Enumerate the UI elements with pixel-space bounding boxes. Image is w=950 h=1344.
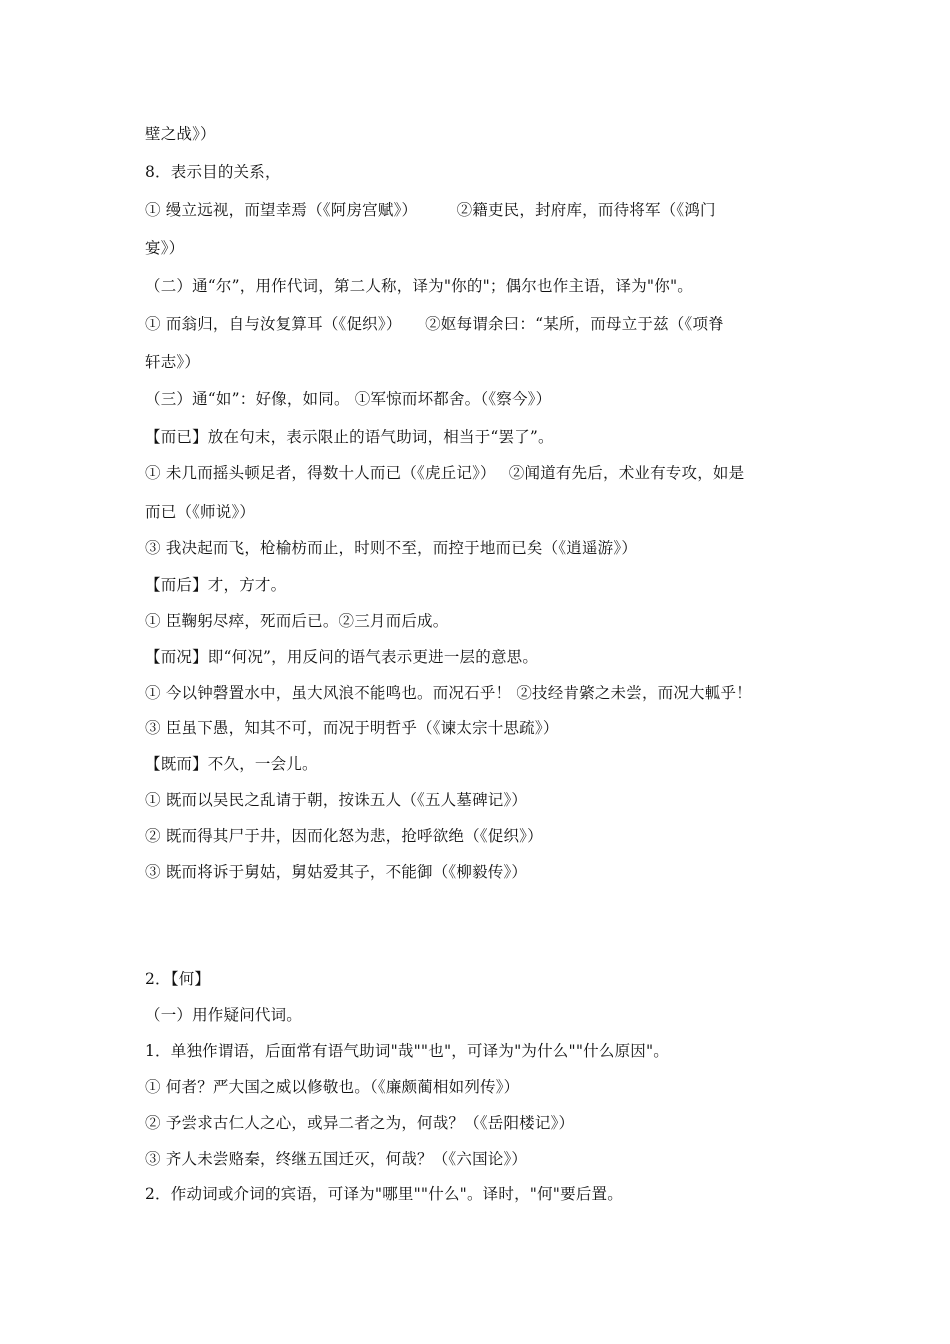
text-line: ③ 我决起而飞，枪榆枋而止，时则不至，而控于地而已矣（《逍遥游》） <box>145 539 638 557</box>
text-line: 2．作动词或介词的宾语，可译为"哪里""什么"。译时，"何"要后置。 <box>145 1185 623 1203</box>
text-line: ② 予尝求古仁人之心，或异二者之为，何哉？（《岳阳楼记》） <box>145 1114 575 1132</box>
text-line: （三）通“如”：好像，如同。 ①军惊而坏都舍。（《察今》） <box>145 390 552 408</box>
text-line: ② 既而得其尸于井，因而化怒为悲，抢呼欲绝（《促织》） <box>145 827 543 845</box>
heading-er-kuang: 【而况】即“何况”，用反问的语气表示更进一层的意思。 <box>145 648 539 666</box>
heading-er-yi: 【而已】放在句末，表示限止的语气助词，相当于“罢了”。 <box>145 428 554 446</box>
text-line: ① 而翁归，自与汝复算耳（《促织》） ②妪每谓余曰：“某所，而母立于兹（《项脊 <box>145 315 724 333</box>
text-line: 壁之战》） <box>145 125 216 143</box>
text-line: 1．单独作谓语，后面常有语气助词"哉""也"，可译为"为什么""什么原因"。 <box>145 1042 669 1060</box>
text-line: （二）通“尔”，用作代词，第二人称，译为"你的"；偶尔也作主语，译为"你"。 <box>145 277 693 295</box>
text-line: ① 既而以吴民之乱请于朝，按诛五人（《五人墓碑记》） <box>145 791 528 809</box>
section-heading-he: 2．【何】 <box>145 970 211 988</box>
text-line: ③ 既而将诉于舅姑，舅姑爱其子，不能御（《柳毅传》） <box>145 863 528 881</box>
text-line: ① 今以钟磬置水中，虽大风浪不能鸣也。而况石乎！ ②技经肯綮之未尝，而况大軱乎！ <box>145 684 752 702</box>
text-line: 轩志》） <box>145 353 201 371</box>
text-line: ③ 臣虽下愚，知其不可，而况于明哲乎（《谏太宗十思疏》） <box>145 719 559 737</box>
heading-er-hou: 【而后】才，方才。 <box>145 576 287 594</box>
text-line: ① 未几而摇头顿足者，得数十人而已（《虎丘记》） ②闻道有先后，术业有专攻，如是 <box>145 464 745 482</box>
text-line: （一）用作疑问代词。 <box>145 1006 303 1024</box>
text-line: ③ 齐人未尝赂秦，终继五国迁灭，何哉？（《六国论》） <box>145 1150 528 1168</box>
text-line: ① 臣鞠躬尽瘁，死而后已。②三月而后成。 <box>145 612 449 630</box>
text-line: 宴》） <box>145 239 185 257</box>
heading-ji-er: 【既而】不久，一会儿。 <box>145 755 318 773</box>
text-line: 而已（《师说》） <box>145 503 256 521</box>
text-line: ① 何者？严大国之威以修敬也。（《廉颇蔺相如列传》） <box>145 1078 520 1096</box>
text-line: 8．表示目的关系， <box>145 163 281 181</box>
text-line: ① 缦立远视，而望幸焉（《阿房宫赋》） ②籍吏民，封府库，而待将军（《鸿门 <box>145 201 716 219</box>
